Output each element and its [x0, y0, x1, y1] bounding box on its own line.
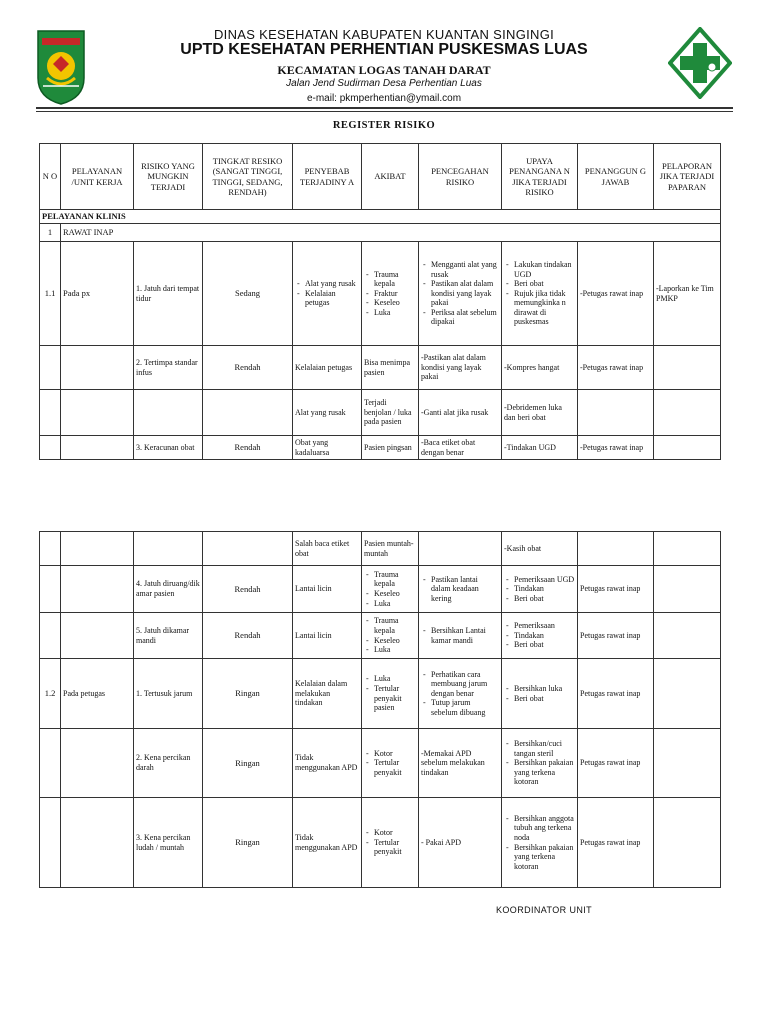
row-prevention: -Baca etiket obat dengan benar: [419, 436, 502, 460]
col-header-responsible: PENANGGUN G JAWAB: [578, 144, 654, 210]
row-responsible: -Petugas rawat inap: [578, 436, 654, 460]
row-prevention: - Mengganti alat yang rusak - Pastikan alat dalam kondisi yang layak pakai - Periksa alat sebelum dipakai: [419, 242, 502, 346]
subsection-row: [40, 224, 721, 242]
col-header-reporting: PELAPORAN JIKA TERJADI PAPARAN: [654, 144, 721, 210]
row-prevention: - Pakai APD: [419, 798, 502, 888]
table-row: [40, 729, 721, 798]
row-level: Rendah: [203, 346, 293, 390]
table-row: [40, 242, 721, 346]
row-cause: Kelalaian dalam melakukan tindakan: [293, 659, 362, 729]
row-level: Ringan: [203, 729, 293, 798]
row-responsible: -Petugas rawat inap: [578, 242, 654, 346]
row-level: Ringan: [203, 659, 293, 729]
row-no: 1.1: [40, 242, 61, 346]
table-row: [40, 346, 721, 390]
row-effect: Bisa menimpa pasien: [362, 346, 419, 390]
row-responsible: Petugas rawat inap: [578, 729, 654, 798]
row-unit: Pada petugas: [61, 659, 134, 729]
row-risk: 2. Kena percikan darah: [134, 729, 203, 798]
risk-register-table-continued: [39, 531, 721, 888]
row-effect: - Luka - Tertular penyakit pasien: [362, 659, 419, 729]
institution-name: UPTD KESEHATAN PERHENTIAN PUSKESMAS LUAS: [180, 41, 588, 58]
row-effect: Pasien muntah-muntah: [362, 532, 419, 566]
row-prevention: -Ganti alat jika rusak: [419, 390, 502, 436]
row-responsible: Petugas rawat inap: [578, 798, 654, 888]
row-responsible: Petugas rawat inap: [578, 613, 654, 659]
col-header-effect: AKIBAT: [362, 144, 419, 210]
col-header-prevention: PENCEGAHAN RISIKO: [419, 144, 502, 210]
row-effect: - Trauma kepala - Fraktur - Keseleo - Luka: [362, 242, 419, 346]
row-effect: Pasien pingsan: [362, 436, 419, 460]
row-prevention: -Pastikan alat dalam kondisi yang layak pakai: [419, 346, 502, 390]
row-handling: -Kasih obat: [502, 532, 578, 566]
row-risk: 5. Jatuh dikamar mandi: [134, 613, 203, 659]
row-prevention: - Bersihkan Lantai kamar mandi: [419, 613, 502, 659]
col-header-level: TINGKAT RESIKO (SANGAT TINGGI, TINGGI, SEDANG, RENDAH): [203, 144, 293, 210]
row-handling: - Lakukan tindakan UGD - Beri obat - Rujuk jika tidak memungkinka n dirawat di puskesmas: [502, 242, 578, 346]
row-cause: Lantai licin: [293, 613, 362, 659]
row-handling: -Debridemen luka dan beri obat: [502, 390, 578, 436]
row-risk: 2. Tertimpa standar infus: [134, 346, 203, 390]
row-level: Sedang: [203, 242, 293, 346]
subsection-no: 1: [40, 224, 61, 242]
col-header-no: N O: [40, 144, 61, 210]
row-cause: Kelalaian petugas: [293, 346, 362, 390]
row-prevention: -Memakai APD sebelum melakukan tindakan: [419, 729, 502, 798]
row-handling: - Pemeriksaan UGD - Tindakan - Beri obat: [502, 566, 578, 613]
header-rule: [36, 107, 733, 109]
row-risk: 1. Jatuh dari tempat tidur: [134, 242, 203, 346]
row-effect: - Kotor - Tertular penyakit: [362, 729, 419, 798]
letterhead: [0, 0, 768, 112]
row-handling: -Tindakan UGD: [502, 436, 578, 460]
row-cause: Obat yang kadaluarsa: [293, 436, 362, 460]
row-handling: - Bersihkan luka - Beri obat: [502, 659, 578, 729]
row-level: Rendah: [203, 566, 293, 613]
agency-name: DINAS KESEHATAN KABUPATEN KUANTAN SINGINGI: [213, 27, 555, 42]
table-row: [40, 659, 721, 729]
row-level: Rendah: [203, 613, 293, 659]
row-effect: Terjadi benjolan / luka pada pasien: [362, 390, 419, 436]
row-risk: 3. Kena percikan ludah / muntah: [134, 798, 203, 888]
row-responsible: -Petugas rawat inap: [578, 346, 654, 390]
risk-register-table: [39, 143, 721, 460]
row-effect: - Kotor - Tertular penyakit: [362, 798, 419, 888]
table-row: [40, 436, 721, 460]
row-level: Ringan: [203, 798, 293, 888]
row-effect: - Trauma kepala - Keseleo - Luka: [362, 566, 419, 613]
row-cause: Tidak menggunakan APD: [293, 729, 362, 798]
row-handling: - Bersihkan anggota tubuh ang terkena noda - Bersihkan pakaian yang terkena kotoran: [502, 798, 578, 888]
table-row: [40, 566, 721, 613]
address: Jalan Jend Sudirman Desa Perhentian Luas: [286, 78, 482, 89]
table-row: [40, 798, 721, 888]
col-header-unit: PELAYANAN /UNIT KERJA: [61, 144, 134, 210]
row-cause: Alat yang rusak: [293, 390, 362, 436]
row-responsible: Petugas rawat inap: [578, 659, 654, 729]
table-row: [40, 390, 721, 436]
row-prevention: - Pastikan lantai dalam keadaan kering: [419, 566, 502, 613]
row-cause: Tidak menggunakan APD: [293, 798, 362, 888]
row-handling: -Kompres hangat: [502, 346, 578, 390]
section-row: [40, 210, 721, 224]
row-risk: 3. Keracunan obat: [134, 436, 203, 460]
row-cause: - Alat yang rusak - Kelalaian petugas: [293, 242, 362, 346]
row-handling: - Pemeriksaan - Tindakan - Beri obat: [502, 613, 578, 659]
row-cause: Lantai licin: [293, 566, 362, 613]
header-rule-thin: [36, 111, 733, 112]
row-level: Rendah: [203, 436, 293, 460]
coordinator-signature-label: KOORDINATOR UNIT: [496, 905, 593, 915]
page-title: REGISTER RISIKO: [332, 120, 436, 131]
table-row: [40, 532, 721, 566]
table-header-row: [40, 144, 721, 210]
district-name: KECAMATAN LOGAS TANAH DARAT: [277, 63, 491, 77]
row-no: 1.2: [40, 659, 61, 729]
section-label: PELAYANAN KLINIS: [40, 210, 721, 224]
row-risk: 4. Jatuh diruang/dik amar pasien: [134, 566, 203, 613]
row-risk: 1. Tertusuk jarum: [134, 659, 203, 729]
row-unit: Pada px: [61, 242, 134, 346]
email: e-mail: pkmperhentian@ymail.com: [306, 93, 462, 104]
col-header-risk: RISIKO YANG MUNGKIN TERJADI: [134, 144, 203, 210]
table-row: [40, 613, 721, 659]
col-header-cause: PENYEBAB TERJADINY A: [293, 144, 362, 210]
subsection-label: RAWAT INAP: [61, 224, 721, 242]
row-reporting: -Laporkan ke Tim PMKP: [654, 242, 721, 346]
row-handling: - Bersihkan/cuci tangan steril - Bersihkan pakaian yang terkena kotoran: [502, 729, 578, 798]
col-header-handling: UPAYA PENANGANA N JIKA TERJADI RISIKO: [502, 144, 578, 210]
row-prevention: - Perhatikan cara membuang jarum dengan benar - Tutup jarum sebelum dibuang: [419, 659, 502, 729]
row-effect: - Trauma kepala - Keseleo - Luka: [362, 613, 419, 659]
row-responsible: Petugas rawat inap: [578, 566, 654, 613]
row-cause: Salah baca etiket obat: [293, 532, 362, 566]
